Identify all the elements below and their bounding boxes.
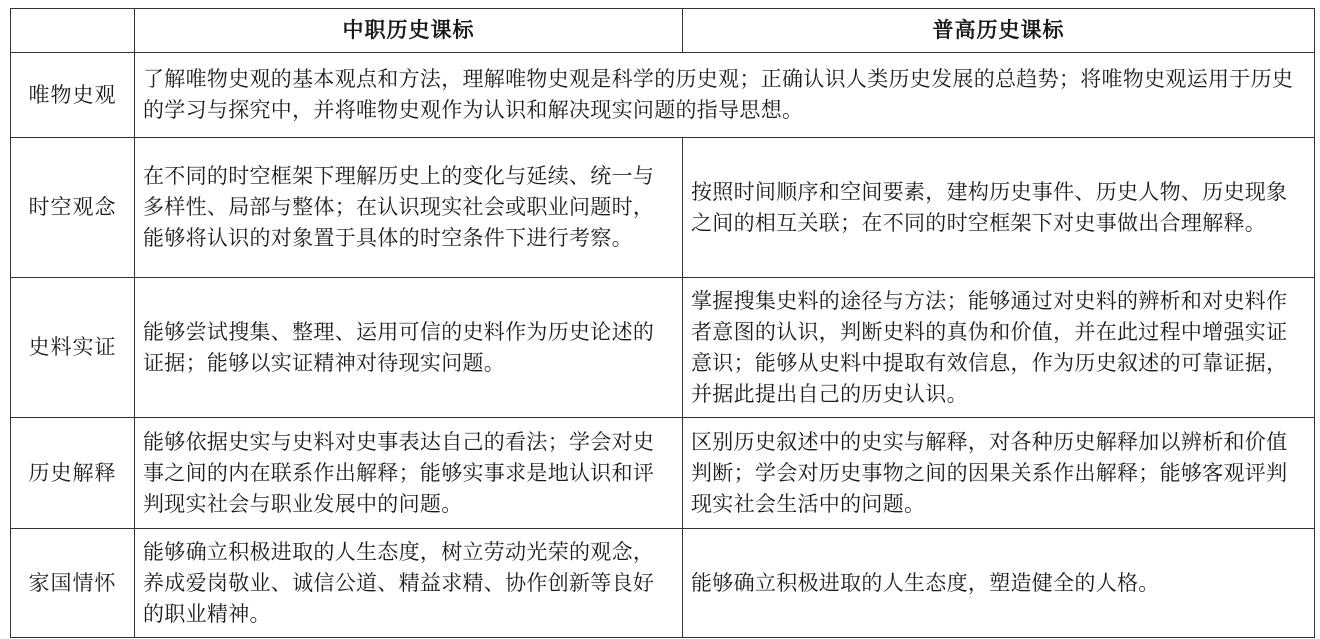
general-cell: 掌握搜集史料的途径与方法；能够通过对史料的辨析和对史料作者意图的认识，判断史料的真伪和价值，并在此过程中增强实证意识；能够从史料中提取有效信息，作为历史叙述的可靠证据，并据此提出自己的历史认识。: [683, 278, 1315, 418]
vocational-cell: 能够依据史实与史料对史事表达自己的看法；学会对史事之间的内在联系作出解释；能够实事求是地认识和评判现实社会与职业发展中的问题。: [135, 418, 683, 529]
table-row: [11, 138, 1315, 278]
row-label: 时空观念: [11, 138, 135, 278]
general-cell: 能够确立积极进取的人生态度，塑造健全的人格。: [683, 529, 1315, 638]
row-label: 历史解释: [11, 418, 135, 529]
row-label: 家国情怀: [11, 529, 135, 638]
row-label: 史料实证: [11, 278, 135, 418]
table-row: [11, 529, 1315, 638]
header-general: 普高历史课标: [683, 9, 1315, 53]
table-header-row: [11, 9, 1315, 53]
table-row: [11, 278, 1315, 418]
comparison-table: [10, 8, 1315, 638]
table-row: [11, 53, 1315, 138]
vocational-cell: 能够确立积极进取的人生态度，树立劳动光荣的观念，养成爱岗敬业、诚信公道、精益求精、协作创新等良好的职业精神。: [135, 529, 683, 638]
table-row: [11, 418, 1315, 529]
header-vocational: 中职历史课标: [135, 9, 683, 53]
vocational-cell: 在不同的时空框架下理解历史上的变化与延续、统一与多样性、局部与整体；在认识现实社会或职业问题时，能够将认识的对象置于具体的时空条件下进行考察。: [135, 138, 683, 278]
merged-cell: 了解唯物史观的基本观点和方法，理解唯物史观是科学的历史观；正确认识人类历史发展的总趋势；将唯物史观运用于历史的学习与探究中，并将唯物史观作为认识和解决现实问题的指导思想。: [135, 53, 1315, 138]
vocational-cell: 能够尝试搜集、整理、运用可信的史料作为历史论述的证据；能够以实证精神对待现实问题。: [135, 278, 683, 418]
general-cell: 按照时间顺序和空间要素，建构历史事件、历史人物、历史现象之间的相互关联；在不同的时空框架下对史事做出合理解释。: [683, 138, 1315, 278]
header-corner-cell: [11, 9, 135, 53]
row-label: 唯物史观: [11, 53, 135, 138]
general-cell: 区别历史叙述中的史实与解释，对各种历史解释加以辨析和价值判断；学会对历史事物之间的因果关系作出解释；能够客观评判现实社会生活中的问题。: [683, 418, 1315, 529]
